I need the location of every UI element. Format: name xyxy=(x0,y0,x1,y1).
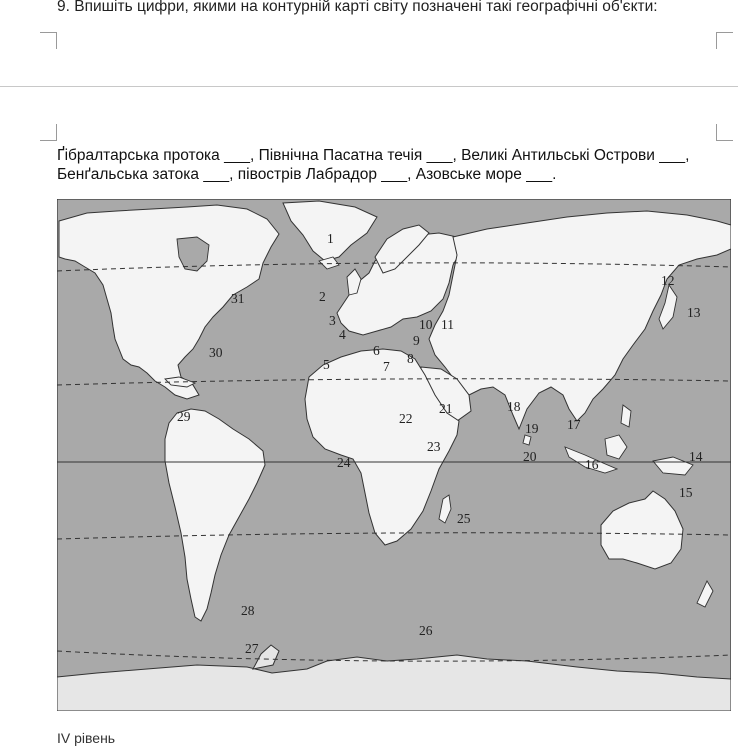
marker-3: 3 xyxy=(329,313,336,328)
marker-30: 30 xyxy=(209,345,223,360)
marker-19: 19 xyxy=(525,421,539,436)
margin-mark-bottom-right xyxy=(716,124,733,141)
marker-31: 31 xyxy=(231,291,245,306)
marker-14: 14 xyxy=(689,449,703,464)
marker-21: 21 xyxy=(439,401,453,416)
margin-mark-bottom-left xyxy=(40,124,57,141)
marker-7: 7 xyxy=(383,359,390,374)
task-line-1: Ґібралтарська протока ___, Північна Пасатна течія ___, Великі Антильські Острови ___, xyxy=(57,147,690,164)
marker-8: 8 xyxy=(407,351,414,366)
marker-5: 5 xyxy=(323,357,330,372)
marker-29: 29 xyxy=(177,409,191,424)
marker-9: 9 xyxy=(413,333,420,348)
marker-26: 26 xyxy=(419,623,433,638)
marker-15: 15 xyxy=(679,485,693,500)
marker-12: 12 xyxy=(661,273,675,288)
marker-17: 17 xyxy=(567,417,581,432)
marker-1: 1 xyxy=(327,231,334,246)
marker-22: 22 xyxy=(399,411,413,426)
sri-lanka xyxy=(523,435,531,445)
question-title: 9. Впишіть цифри, якими на контурній карті світу позначені такі географічні об'єкти: xyxy=(57,0,658,15)
marker-20: 20 xyxy=(523,449,537,464)
margin-mark-top-right xyxy=(716,32,733,49)
task-line-2: Бенґальська затока ___, півострів Лабрадор ___, Азовське море ___. xyxy=(57,166,557,183)
marker-23: 23 xyxy=(427,439,441,454)
marker-16: 16 xyxy=(585,457,599,472)
margin-mark-top-left xyxy=(40,32,57,49)
marker-25: 25 xyxy=(457,511,471,526)
marker-11: 11 xyxy=(441,317,454,332)
section-heading-next: IV рівень xyxy=(57,730,116,746)
marker-4: 4 xyxy=(339,327,346,342)
task-text xyxy=(57,146,689,184)
page-gap xyxy=(0,87,738,123)
marker-24: 24 xyxy=(337,455,351,470)
world-contour-map xyxy=(57,199,731,711)
marker-18: 18 xyxy=(507,399,521,414)
marker-27: 27 xyxy=(245,641,259,656)
marker-28: 28 xyxy=(241,603,255,618)
marker-13: 13 xyxy=(687,305,701,320)
marker-6: 6 xyxy=(373,343,380,358)
marker-10: 10 xyxy=(419,317,433,332)
marker-2: 2 xyxy=(319,289,326,304)
